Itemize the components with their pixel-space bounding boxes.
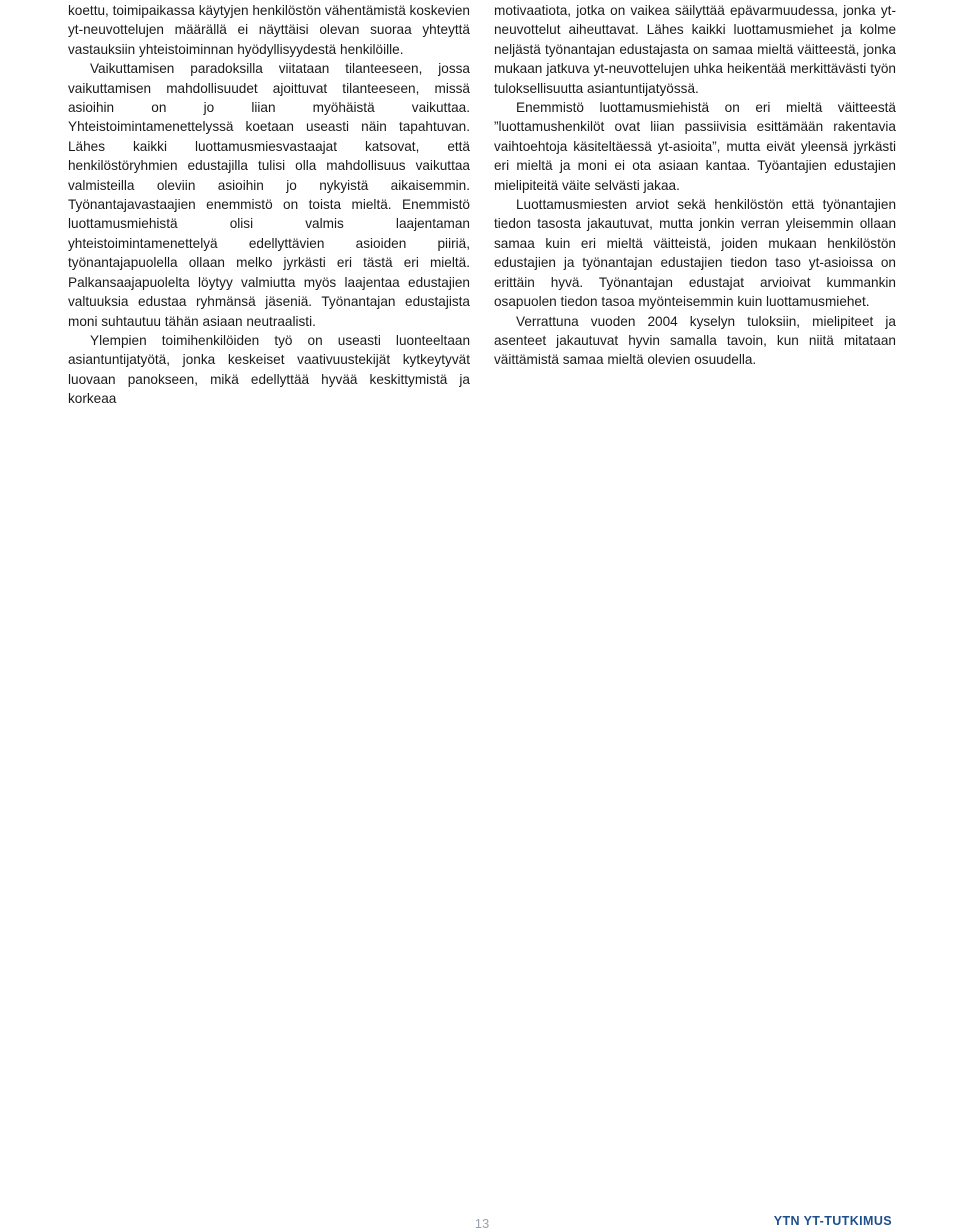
right-column: [494, 1, 896, 370]
page-number: 13: [474, 1216, 490, 1231]
body-paragraph: Vaikuttamisen paradoksilla viitataan tilanteeseen, jossa vaikuttamisen mahdollisuudet ajoittuvat tilanteeseen, missä asioihin on jo liian myöhäistä vaikuttaa. Yhteistoimintamenettelyssä koetaan useasti näin tapahtuvan. Lähes kaikki luottamusmiesvastaajat katsovat, että henkilöstöryhmien edustajilla tulisi olla mahdollisuus vaikuttaa valmisteilla oleviin asioihin jo nykyistä aikaisemmin. Työnantajavastaajien enemmistö on toista mieltä. Enemmistö luottamusmiehistä olisi valmis laajentaman yhteistoimintamenettelyä edellyttävien asioiden piiriä, työnantajapuolella ollaan melko jyrkästi eri tästä eri mieltä. Palkansaajapuolelta löytyy valmiutta myös laajentaa edustajien valtuuksia edustaa ryhmänsä jäseniä. Työnantajan edustajista moni suhtautuu tähän asiaan neutraalisti.: [68, 61, 470, 329]
body-paragraph: motivaatiota, jotka on vaikea säilyttää epävarmuudessa, jonka yt-neuvottelut aiheuttavat. Lähes kaikki luottamusmiehet ja kolme neljästä työnantajan edustajasta on samaa mieltä väitteestä, jonka mukaan jatkuva yt-neuvottelujen uhka heikentää merkittävästi työn tuloksellisuutta asiantuntijatyössä.: [494, 3, 896, 96]
body-paragraph: koettu, toimipaikassa käytyjen henkilöstön vähentämistä koskevien yt-neuvottelujen määrällä ei näyttäisi olevan suoraa yhteyttä vastauksiin yhteistoiminnan hyödyllisyydestä henkilöille.: [68, 3, 470, 57]
body-paragraph: Enemmistö luottamusmiehistä on eri mieltä väitteestä ”luottamushenkilöt ovat liian passiivisia esittämään rakentavia vaihtoehtoja käsiteltäessä yt-asioita”, mutta eivät yleensä jyrkästi eri mieltä ja moni ei ota asiaan kantaa. Työantajien edustajien mielipiteitä väite selvästi jakaa.: [494, 100, 896, 193]
body-paragraph: Luottamusmiesten arviot sekä henkilöstön että työnantajien tiedon tasosta jakautuvat, mutta jonkin verran yleisemmin ollaan samaa kuin eri mieltä väitteistä, joiden mukaan henkilöstön edustajien ja työnantajan edustajien tiedon taso yt-asioissa on erittäin hyvä. Työnantajan edustajat arvioivat kummankin osapuolen tiedon tasoa myönteisemmin kuin luottamusmiehet.: [494, 197, 896, 310]
publication-title: YTN YT-TUTKIMUS: [773, 1214, 892, 1228]
body-paragraph: Verrattuna vuoden 2004 kyselyn tuloksiin, mielipiteet ja asenteet jakautuvat hyvin samalla tavoin, kun niitä mitataan väittämistä samaa mieltä olevien osuudella.: [494, 313, 896, 368]
left-column: [68, 1, 470, 409]
body-paragraph: Ylempien toimihenkilöiden työ on useasti luonteeltaan asiantuntijatyötä, jonka keskeiset vaativuustekijät kytkeytyvät luovaan panokseen, mikä edellyttää hyvää keskittymistä ja korkeaa: [68, 332, 470, 407]
